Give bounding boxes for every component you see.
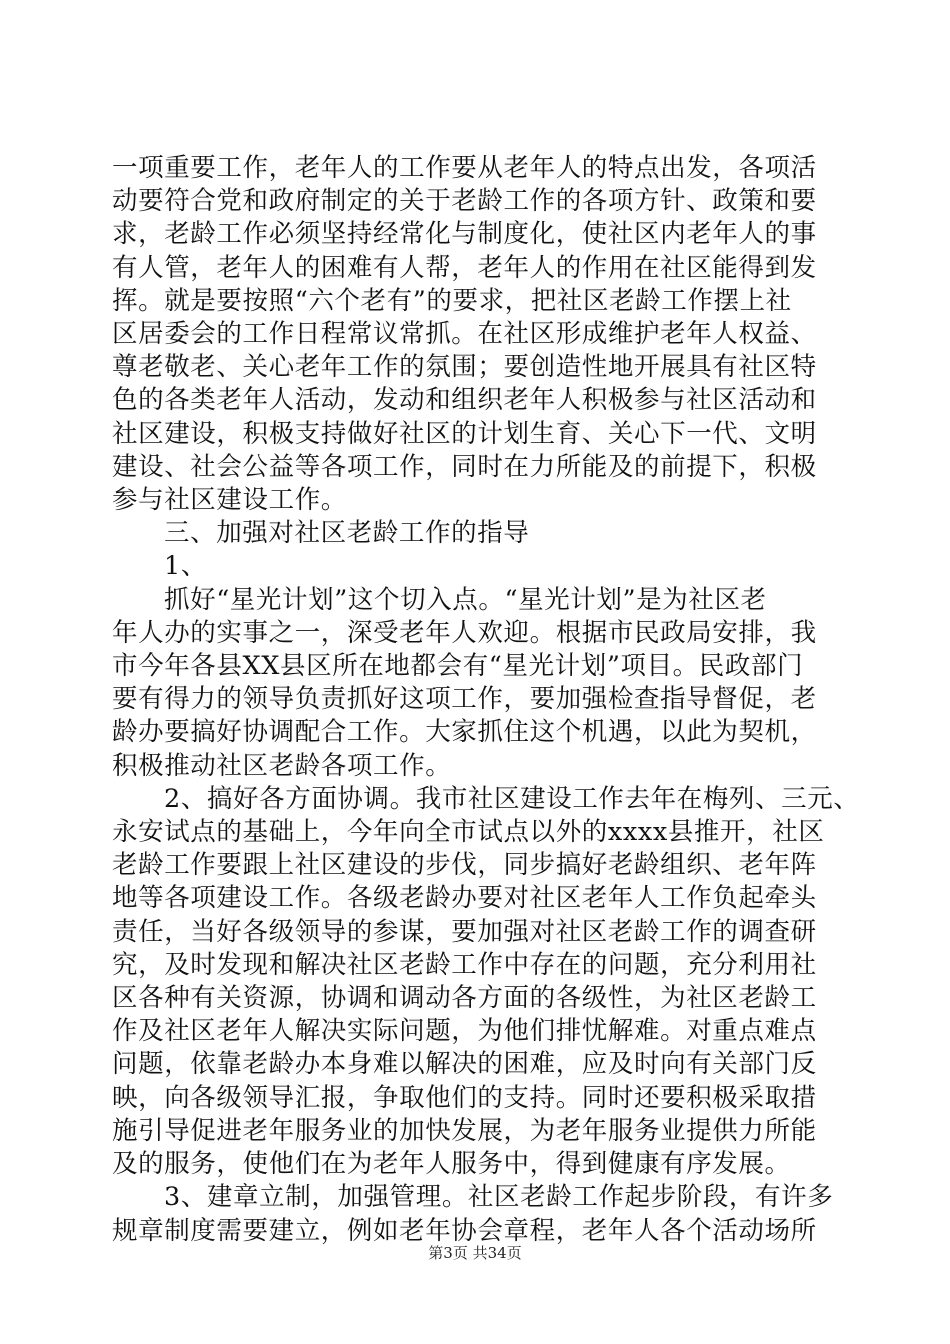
text-line: 2、搞好各方面协调。我市社区建设工作去年在梅列、三元、 [164, 783, 860, 814]
text-line: 区居委会的工作日程常议常抓。在社区形成维护老年人权益、 [112, 319, 817, 350]
text-line: 一项重要工作，老年人的工作要从老年人的特点出发，各项活 [112, 153, 817, 183]
text-line: 老龄工作要跟上社区建设的步伐，同步搞好老龄组织、老年阵 [112, 850, 817, 881]
text-line: 施引导促进老年服务业的加快发展，为老年服务业提供力所能 [112, 1115, 817, 1146]
text-line: 规章制度需要建立，例如老年协会章程，老年人各个活动场所 [112, 1215, 817, 1246]
text-line: 作及社区老年人解决实际问题，为他们排忧解难。对重点难点 [112, 1016, 817, 1047]
text-line: 挥。就是要按照“六个老有”的要求，把社区老龄工作摆上社 [112, 285, 792, 316]
text-line: 尊老敬老、关心老年工作的氛围；要创造性地开展具有社区特 [112, 352, 817, 383]
text-line: 要有得力的领导负责抓好这项工作，要加强检查指导督促，老 [112, 684, 817, 715]
text-line: 及的服务，使他们在为老年人服务中，得到健康有序发展。 [112, 1149, 791, 1180]
body-text [112, 152, 860, 1248]
item-number: 1、 [164, 551, 207, 582]
text-line: 责任，当好各级领导的参谋，要加强对社区老龄工作的调查研 [112, 916, 817, 947]
text-line: 动要符合党和政府制定的关于老龄工作的各项方针、政策和要 [112, 186, 817, 217]
page-footer: 第3页 共34页 [428, 1244, 522, 1262]
text-line: 抓好“星光计划”这个切入点。“星光计划”是为社区老 [164, 584, 767, 615]
text-line: 色的各类老年人活动，发动和组织老年人积极参与社区活动和 [112, 385, 817, 416]
text-line: 求，老龄工作必须坚持经常化与制度化，使社区内老年人的事 [112, 219, 817, 250]
text-line: 映，向各级领导汇报，争取他们的支持。同时还要积极采取措 [112, 1082, 817, 1113]
text-line: 积极推动社区老龄各项工作。 [112, 750, 452, 781]
text-line: 究，及时发现和解决社区老龄工作中存在的问题，充分利用社 [112, 949, 817, 980]
text-line: 龄办要搞好协调配合工作。大家抓住这个机遇，以此为契机， [112, 717, 817, 748]
text-line: 参与社区建设工作。 [112, 485, 347, 516]
text-line: 社区建设，积极支持做好社区的计划生育、关心下一代、文明 [112, 418, 817, 449]
text-line: 问题，依靠老龄办本身难以解决的困难，应及时向有关部门反 [112, 1049, 817, 1080]
section-heading: 三、加强对社区老龄工作的指导 [164, 518, 530, 549]
text-line: 有人管，老年人的困难有人帮，老年人的作用在社区能得到发 [112, 252, 817, 283]
text-line: 地等各项建设工作。各级老龄办要对社区老年人工作负起牵头 [112, 883, 817, 914]
text-line: 永安试点的基础上，今年向全市试点以外的xxxx县推开，社区 [112, 817, 825, 848]
text-line: 建设、社会公益等各项工作，同时在力所能及的前提下，积极 [112, 451, 817, 482]
text-line: 市今年各县XX县区所在地都会有“星光计划”项目。民政部门 [112, 651, 804, 682]
text-line: 区各种有关资源，协调和调动各方面的各级性，为社区老龄工 [112, 983, 817, 1014]
text-line: 年人办的实事之一，深受老年人欢迎。根据市民政局安排，我 [112, 617, 817, 648]
text-line: 3、建章立制，加强管理。社区老龄工作起步阶段，有许多 [164, 1182, 834, 1213]
